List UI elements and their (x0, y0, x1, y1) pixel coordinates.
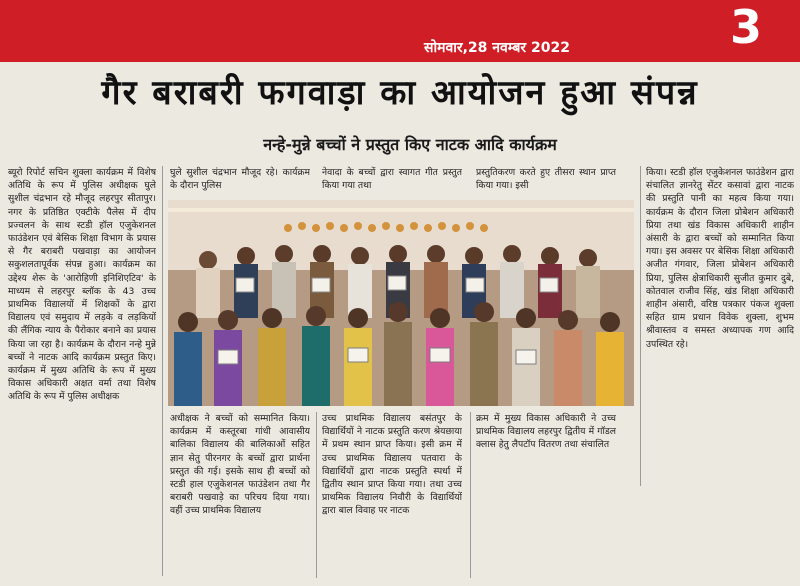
column-rule (470, 412, 471, 578)
group-photo-illustration (168, 200, 634, 406)
column-rule (640, 166, 641, 486)
article-column-2-top: घुले सुशील चंद्रभान मौजूद रहे। कार्यक्रम के दौरान पुलिस (170, 167, 310, 192)
column-rule (162, 166, 163, 576)
article-column-3-bottom: उच्च प्राथमिक विद्यालय बसंतपुर के विद्यार्थियों ने नाटक प्रस्तुति करण श्रेयछाया में प्रथम स्थान प्राप्त किया। इसी क्रम में उच्च प्राथमिक विद्यालय पतवारा के विद्यार्थियों द्वारा नाटक प्रस्तुति स्पर्धा में द्वितीय स्थान प्राप्त किया गया। तथा उच्च प्राथमिक विद्यालय निवौरी के विद्यार्थियों द्वारा बाल विवाह पर नाटक (322, 413, 462, 517)
column-rule (316, 412, 317, 578)
article-column-3-top: नेवादा के बच्चों द्वारा स्वागत गीत प्रस्तुत किया गया तथा (322, 167, 462, 192)
article-column-4-top: प्रस्तुतिकरण करते हुए तीसरा स्थान प्राप्त किया गया। इसी (476, 167, 616, 192)
group-photo (168, 200, 634, 406)
article-column-2-bottom: अधीक्षक ने बच्चों को सम्मानित किया। कार्यक्रम में कस्तूरबा गांधी आवासीय बालिका विद्यालय की बालिकाओं सहित ज्ञान सेतु पीरनगर के बच्चों द्वारा प्रार्थना प्रस्तुत की गई। इसके साथ ही बच्चों को स्टडी हाल एजुकेशनल फाउंडेशन तथा गैर बराबरी पखवाड़े का परिचय दिया गया। वहीं उच्च प्राथमिक विद्यालय (170, 413, 310, 517)
page-header-bar (0, 0, 800, 62)
article-column-5: किया। स्टडी हॉल एजुकेशनल फाउंडेशन द्वारा संचालित ज्ञानरेतु सेंटर कसावां द्वारा नाटक की प्रस्तुति पानी का महत्व किया गया। कार्यक्रम के दौरान जिला प्रोबेशन अधिकारी प्रिया तथा खंड विकास अधिकारी शाहीन अंसारी के द्वारा बच्चों को सम्मानित किया गया। इस अवसर पर बेसिक शिक्षा अधिकारी अजीत गंगवार, जिला प्रोबेशन अधिकारी प्रिया, पुलिस क्षेत्राधिकारी सुजीत कुमार दुबे, कोतवाल राजीव सिंह, खंड शिक्षा अधिकारी शाहीन अंसारी, वरिष्ठ पत्रकार पंकज शुक्ला सहित ग्राम प्रधान विवेक शुक्ला, शुभम श्रीवास्तव व समस्त अध्यापक गण आदि उपस्थित रहे। (646, 167, 794, 350)
article-column-4-bottom: क्रम में मुख्य विकास अधिकारी ने उच्च प्राथमिक विद्यालय लहरपुर द्वितीय में गॉडल क्लास हेतु लैपटॉप वितरण तथा संचालित (476, 413, 616, 451)
article-column-1: ब्यूरो रिपोर्ट सचिन शुक्ला कार्यक्रम में विशेष अतिथि के रूप में पुलिस अधीक्षक घुले सुशील चंद्रभान रहे मौजूद लहरपुर सीतापुर। नगर के प्रतिष्ठित एक्टीके पैलेस में दीप प्रज्वलन के साथ स्टडी हॉल एजुकेशनल फाउंडेशन एवं बेसिक शिक्षा विभाग के प्रयास से गैर बराबरी पखवाड़ा का आयोजन सकुशलतापूर्वक संपन्न हुआ। कार्यक्रम का उद्देश्य शेरू के 'आरोहिणी इनिशिएटिव' के माध्यम से लहरपुर ब्लॉक के 43 उच्च प्राथमिक विद्यालयों में शिक्षकों के द्वारा विद्यालय एवं समुदाय में लड़के व लड़कियों की लैंगिक न्याय के पैरोकार बनाने का प्रयास किया जा रहा है। कार्यक्रम के दौरान नन्हे मुन्ने बच्चों ने नाटक आदि कार्यक्रम प्रस्तुत किए। कार्यक्रम में मुख्य अतिथि के रूप में मुख्य विकास अधिकारी अक्षत वर्मा तथा विशेष अतिथि के रूप में पुलिस अधीक्षक (8, 167, 156, 403)
issue-date: सोमवार,28 नवम्बर 2022 (424, 40, 570, 56)
subheadline: नन्हे-मुन्ने बच्चों ने प्रस्तुत किए नाटक आदि कार्यक्रम (263, 135, 557, 154)
headline: गैर बराबरी फगवाड़ा का आयोजन हुआ संपन्न (101, 73, 699, 113)
page-number: 3 (730, 0, 763, 54)
